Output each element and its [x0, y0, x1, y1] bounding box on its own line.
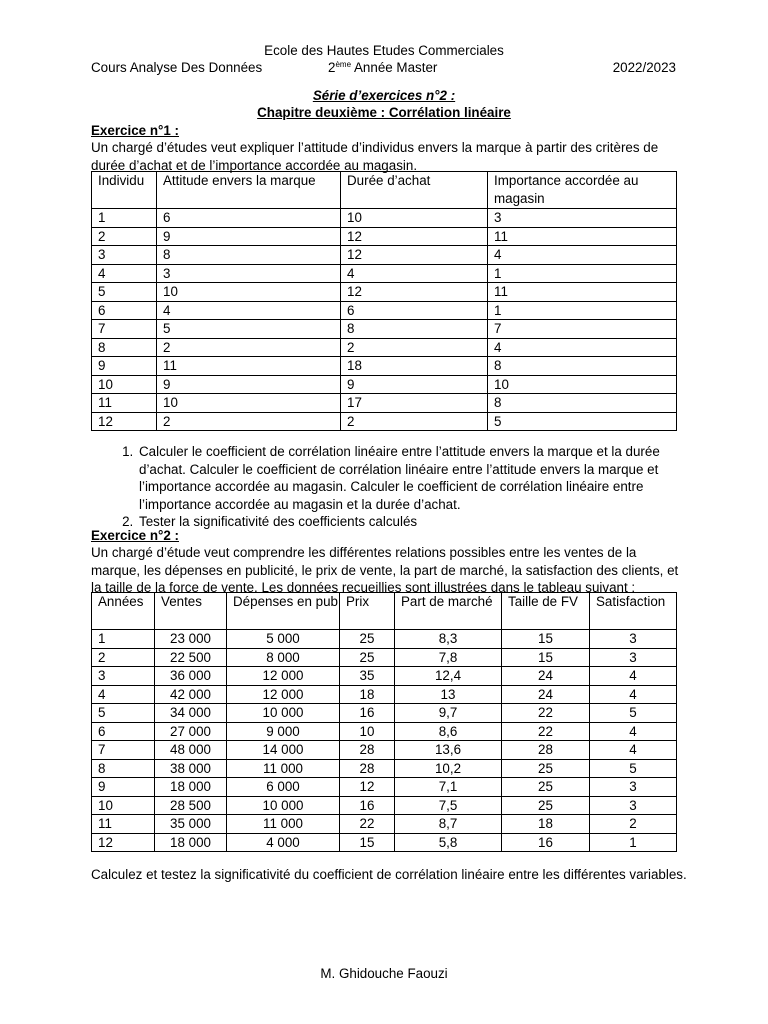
table-row [92, 704, 677, 723]
table-cell: 3 [488, 209, 677, 228]
table-cell: 2 [92, 227, 157, 246]
table-cell: 2 [157, 412, 341, 431]
table-cell: 2 [341, 338, 488, 357]
table-cell: 9 [157, 227, 341, 246]
table-cell: 2 [590, 815, 677, 834]
table-cell: 4 [157, 301, 341, 320]
table-row [92, 667, 677, 686]
level-superscript: ème [335, 60, 352, 69]
table-cell: 10 [157, 283, 341, 302]
table-cell: 14 000 [227, 741, 340, 760]
table-cell: 8 [488, 357, 677, 376]
table-cell: 12 [92, 833, 155, 852]
table-cell: 28 [340, 741, 395, 760]
table-cell: 4 [590, 722, 677, 741]
table-cell: 11 [488, 283, 677, 302]
table-cell: 12 [92, 412, 157, 431]
exercise-2-title: Exercice n°2 : [91, 528, 179, 543]
table-row [92, 264, 677, 283]
table-cell: 6 [157, 209, 341, 228]
table-cell: 4 [590, 741, 677, 760]
table-cell: 9 [92, 778, 155, 797]
table-cell: 10,2 [395, 759, 502, 778]
table-row [92, 301, 677, 320]
table-cell: 11 [157, 357, 341, 376]
table-cell: 2 [341, 412, 488, 431]
table-cell: 4 000 [227, 833, 340, 852]
table-cell: 8 [92, 338, 157, 357]
table-row [92, 722, 677, 741]
table-row [92, 685, 677, 704]
table-cell: 3 [590, 630, 677, 649]
table-cell: 8 [157, 246, 341, 265]
table-cell: 11 000 [227, 759, 340, 778]
table-cell: 4 [488, 338, 677, 357]
table-cell: 23 000 [155, 630, 227, 649]
table-cell: 5 000 [227, 630, 340, 649]
table-header-cell: Dépenses en pub [227, 593, 340, 630]
table-row [92, 209, 677, 228]
table-row [92, 815, 677, 834]
table-cell: 22 [502, 704, 590, 723]
table-cell: 1 [590, 833, 677, 852]
table-cell: 34 000 [155, 704, 227, 723]
table-cell: 13,6 [395, 741, 502, 760]
table-cell: 3 [590, 648, 677, 667]
table-cell: 25 [340, 630, 395, 649]
table-cell: 22 500 [155, 648, 227, 667]
table-header-cell: Importance accordée au magasin [488, 172, 677, 209]
table-cell: 7 [92, 320, 157, 339]
table-cell: 4 [341, 264, 488, 283]
table-cell: 10 [92, 375, 157, 394]
table-cell: 7 [92, 741, 155, 760]
table-cell: 38 000 [155, 759, 227, 778]
table-cell: 15 [340, 833, 395, 852]
table-cell: 48 000 [155, 741, 227, 760]
table-cell: 3 [590, 796, 677, 815]
chapter-title: Chapitre deuxième : Corrélation linéaire [257, 105, 511, 120]
table-header-cell: Prix [340, 593, 395, 630]
table-row [92, 283, 677, 302]
table-cell: 11 000 [227, 815, 340, 834]
table-row [92, 759, 677, 778]
table-cell: 8,6 [395, 722, 502, 741]
table-cell: 5 [92, 704, 155, 723]
school-name: Ecole des Hautes Etudes Commerciales [264, 43, 504, 58]
table-cell: 10 [92, 796, 155, 815]
table-cell: 11 [488, 227, 677, 246]
table-cell: 16 [340, 704, 395, 723]
table-cell: 4 [92, 264, 157, 283]
table-cell: 11 [92, 815, 155, 834]
table-cell: 8,7 [395, 815, 502, 834]
table-cell: 4 [590, 685, 677, 704]
table-cell: 6 000 [227, 778, 340, 797]
table-cell: 11 [92, 394, 157, 413]
table-header-cell: Part de marché [395, 593, 502, 630]
table-cell: 10 [488, 375, 677, 394]
table-row [92, 246, 677, 265]
level-number: 2 [328, 60, 336, 75]
table-row [92, 338, 677, 357]
table-cell: 15 [502, 630, 590, 649]
table-cell: 12 [341, 283, 488, 302]
table-cell: 1 [92, 209, 157, 228]
academic-year: 2022/2023 [612, 60, 676, 75]
exercise-2-conclusion: Calculez et testez la significativité du coefficient de corrélation linéaire entre les différentes variables. [91, 867, 687, 882]
table-cell: 28 [502, 741, 590, 760]
table-cell: 35 [340, 667, 395, 686]
table-cell: 8 [488, 394, 677, 413]
table-cell: 18 [340, 685, 395, 704]
exercise-1-table [91, 171, 677, 431]
table-cell: 10 000 [227, 796, 340, 815]
table-cell: 36 000 [155, 667, 227, 686]
table-cell: 6 [341, 301, 488, 320]
table-header-row [92, 593, 677, 630]
table-cell: 4 [590, 667, 677, 686]
table-cell: 9,7 [395, 704, 502, 723]
table-cell: 13 [395, 685, 502, 704]
table-cell: 8 [92, 759, 155, 778]
exercise-1-text: Un chargé d’études veut expliquer l’attitude d’individus envers la marque à partir des critères de durée d’achat et de l’importance accordée au magasin. [91, 140, 659, 173]
table-cell: 4 [92, 685, 155, 704]
course-level [328, 59, 437, 77]
table-cell: 9 [157, 375, 341, 394]
table-cell: 16 [502, 833, 590, 852]
table-row [92, 357, 677, 376]
table-cell: 22 [502, 722, 590, 741]
exercise-2-table [91, 592, 677, 852]
table-cell: 9 000 [227, 722, 340, 741]
table-header-cell: Durée d’achat [341, 172, 488, 209]
table-cell: 7 [488, 320, 677, 339]
table-cell: 5 [590, 704, 677, 723]
table-cell: 8 [341, 320, 488, 339]
table-cell: 7,1 [395, 778, 502, 797]
table-cell: 6 [92, 301, 157, 320]
table-cell: 12 [340, 778, 395, 797]
series-title: Série d’exercices n°2 : [312, 88, 456, 103]
table-cell: 25 [502, 759, 590, 778]
table-row [92, 394, 677, 413]
table-row [92, 630, 677, 649]
table-header-cell: Années [92, 593, 155, 630]
table-cell: 10 [341, 209, 488, 228]
table-row [92, 412, 677, 431]
table-cell: 2 [157, 338, 341, 357]
table-cell: 2 [92, 648, 155, 667]
table-row [92, 648, 677, 667]
table-row [92, 833, 677, 852]
table-cell: 18 000 [155, 778, 227, 797]
header-row [91, 59, 676, 77]
table-cell: 5 [157, 320, 341, 339]
question-item: 2. Tester la significativité des coefficients calculés [137, 513, 707, 531]
exercise-1-questions [91, 443, 707, 531]
table-cell: 16 [340, 796, 395, 815]
table-cell: 28 500 [155, 796, 227, 815]
table-cell: 25 [502, 778, 590, 797]
exercise-2-text: Un chargé d’étude veut comprendre les différentes relations possibles entre les ventes de la marque, les dépenses en publicité, le prix de vente, la part de marché, la satisfaction des clients, et la taille de la force de vente. Les données recueillies sont illustrées dans le tableau suivant : [91, 545, 679, 595]
course-name: Cours Analyse Des Données [91, 60, 263, 75]
table-cell: 9 [341, 375, 488, 394]
table-header-cell: Attitude envers la marque [157, 172, 341, 209]
table-row [92, 227, 677, 246]
table-cell: 6 [92, 722, 155, 741]
table-cell: 5 [488, 412, 677, 431]
table-cell: 17 [341, 394, 488, 413]
table-header-cell: Individu [92, 172, 157, 209]
question-item: 1. Calculer le coefficient de corrélation linéaire entre l’attitude envers la marque et la durée d’achat. Calculer le coefficient de corrélation linéaire entre l’attitude envers la marque et l’importance accordée au magasin. Calculer le coefficient de corrélation linéaire entre l’importance accordée au magasin et la durée d’achat. [137, 443, 707, 513]
table-cell: 7,5 [395, 796, 502, 815]
table-row [92, 320, 677, 339]
table-cell: 12 [341, 246, 488, 265]
table-cell: 8 000 [227, 648, 340, 667]
table-header-cell: Ventes [155, 593, 227, 630]
table-cell: 12 000 [227, 685, 340, 704]
table-cell: 9 [92, 357, 157, 376]
table-cell: 12 [341, 227, 488, 246]
table-cell: 24 [502, 685, 590, 704]
table-cell: 3 [92, 246, 157, 265]
table-cell: 3 [590, 778, 677, 797]
table-cell: 1 [488, 301, 677, 320]
table-cell: 10 [340, 722, 395, 741]
table-cell: 28 [340, 759, 395, 778]
table-cell: 7,8 [395, 648, 502, 667]
table-cell: 42 000 [155, 685, 227, 704]
table-row [92, 778, 677, 797]
table-cell: 25 [340, 648, 395, 667]
table-cell: 12,4 [395, 667, 502, 686]
author-name: M. Ghidouche Faouzi [320, 966, 448, 981]
table-cell: 3 [92, 667, 155, 686]
table-cell: 8,3 [395, 630, 502, 649]
table-cell: 4 [488, 246, 677, 265]
table-cell: 35 000 [155, 815, 227, 834]
table-cell: 18 [341, 357, 488, 376]
table-cell: 1 [92, 630, 155, 649]
table-row [92, 741, 677, 760]
table-cell: 25 [502, 796, 590, 815]
table-cell: 24 [502, 667, 590, 686]
level-rest: Année Master [351, 60, 438, 75]
table-cell: 18 [502, 815, 590, 834]
table-cell: 15 [502, 648, 590, 667]
table-cell: 18 000 [155, 833, 227, 852]
table-cell: 12 000 [227, 667, 340, 686]
table-cell: 5 [92, 283, 157, 302]
table-cell: 10 000 [227, 704, 340, 723]
table-header-row [92, 172, 677, 209]
table-cell: 27 000 [155, 722, 227, 741]
table-cell: 5,8 [395, 833, 502, 852]
table-cell: 5 [590, 759, 677, 778]
table-header-cell: Satisfaction [590, 593, 677, 630]
table-row [92, 375, 677, 394]
table-cell: 1 [488, 264, 677, 283]
table-row [92, 796, 677, 815]
table-header-cell: Taille de FV [502, 593, 590, 630]
table-cell: 22 [340, 815, 395, 834]
table-cell: 10 [157, 394, 341, 413]
table-cell: 3 [157, 264, 341, 283]
exercise-1-title: Exercice n°1 : [91, 123, 179, 138]
